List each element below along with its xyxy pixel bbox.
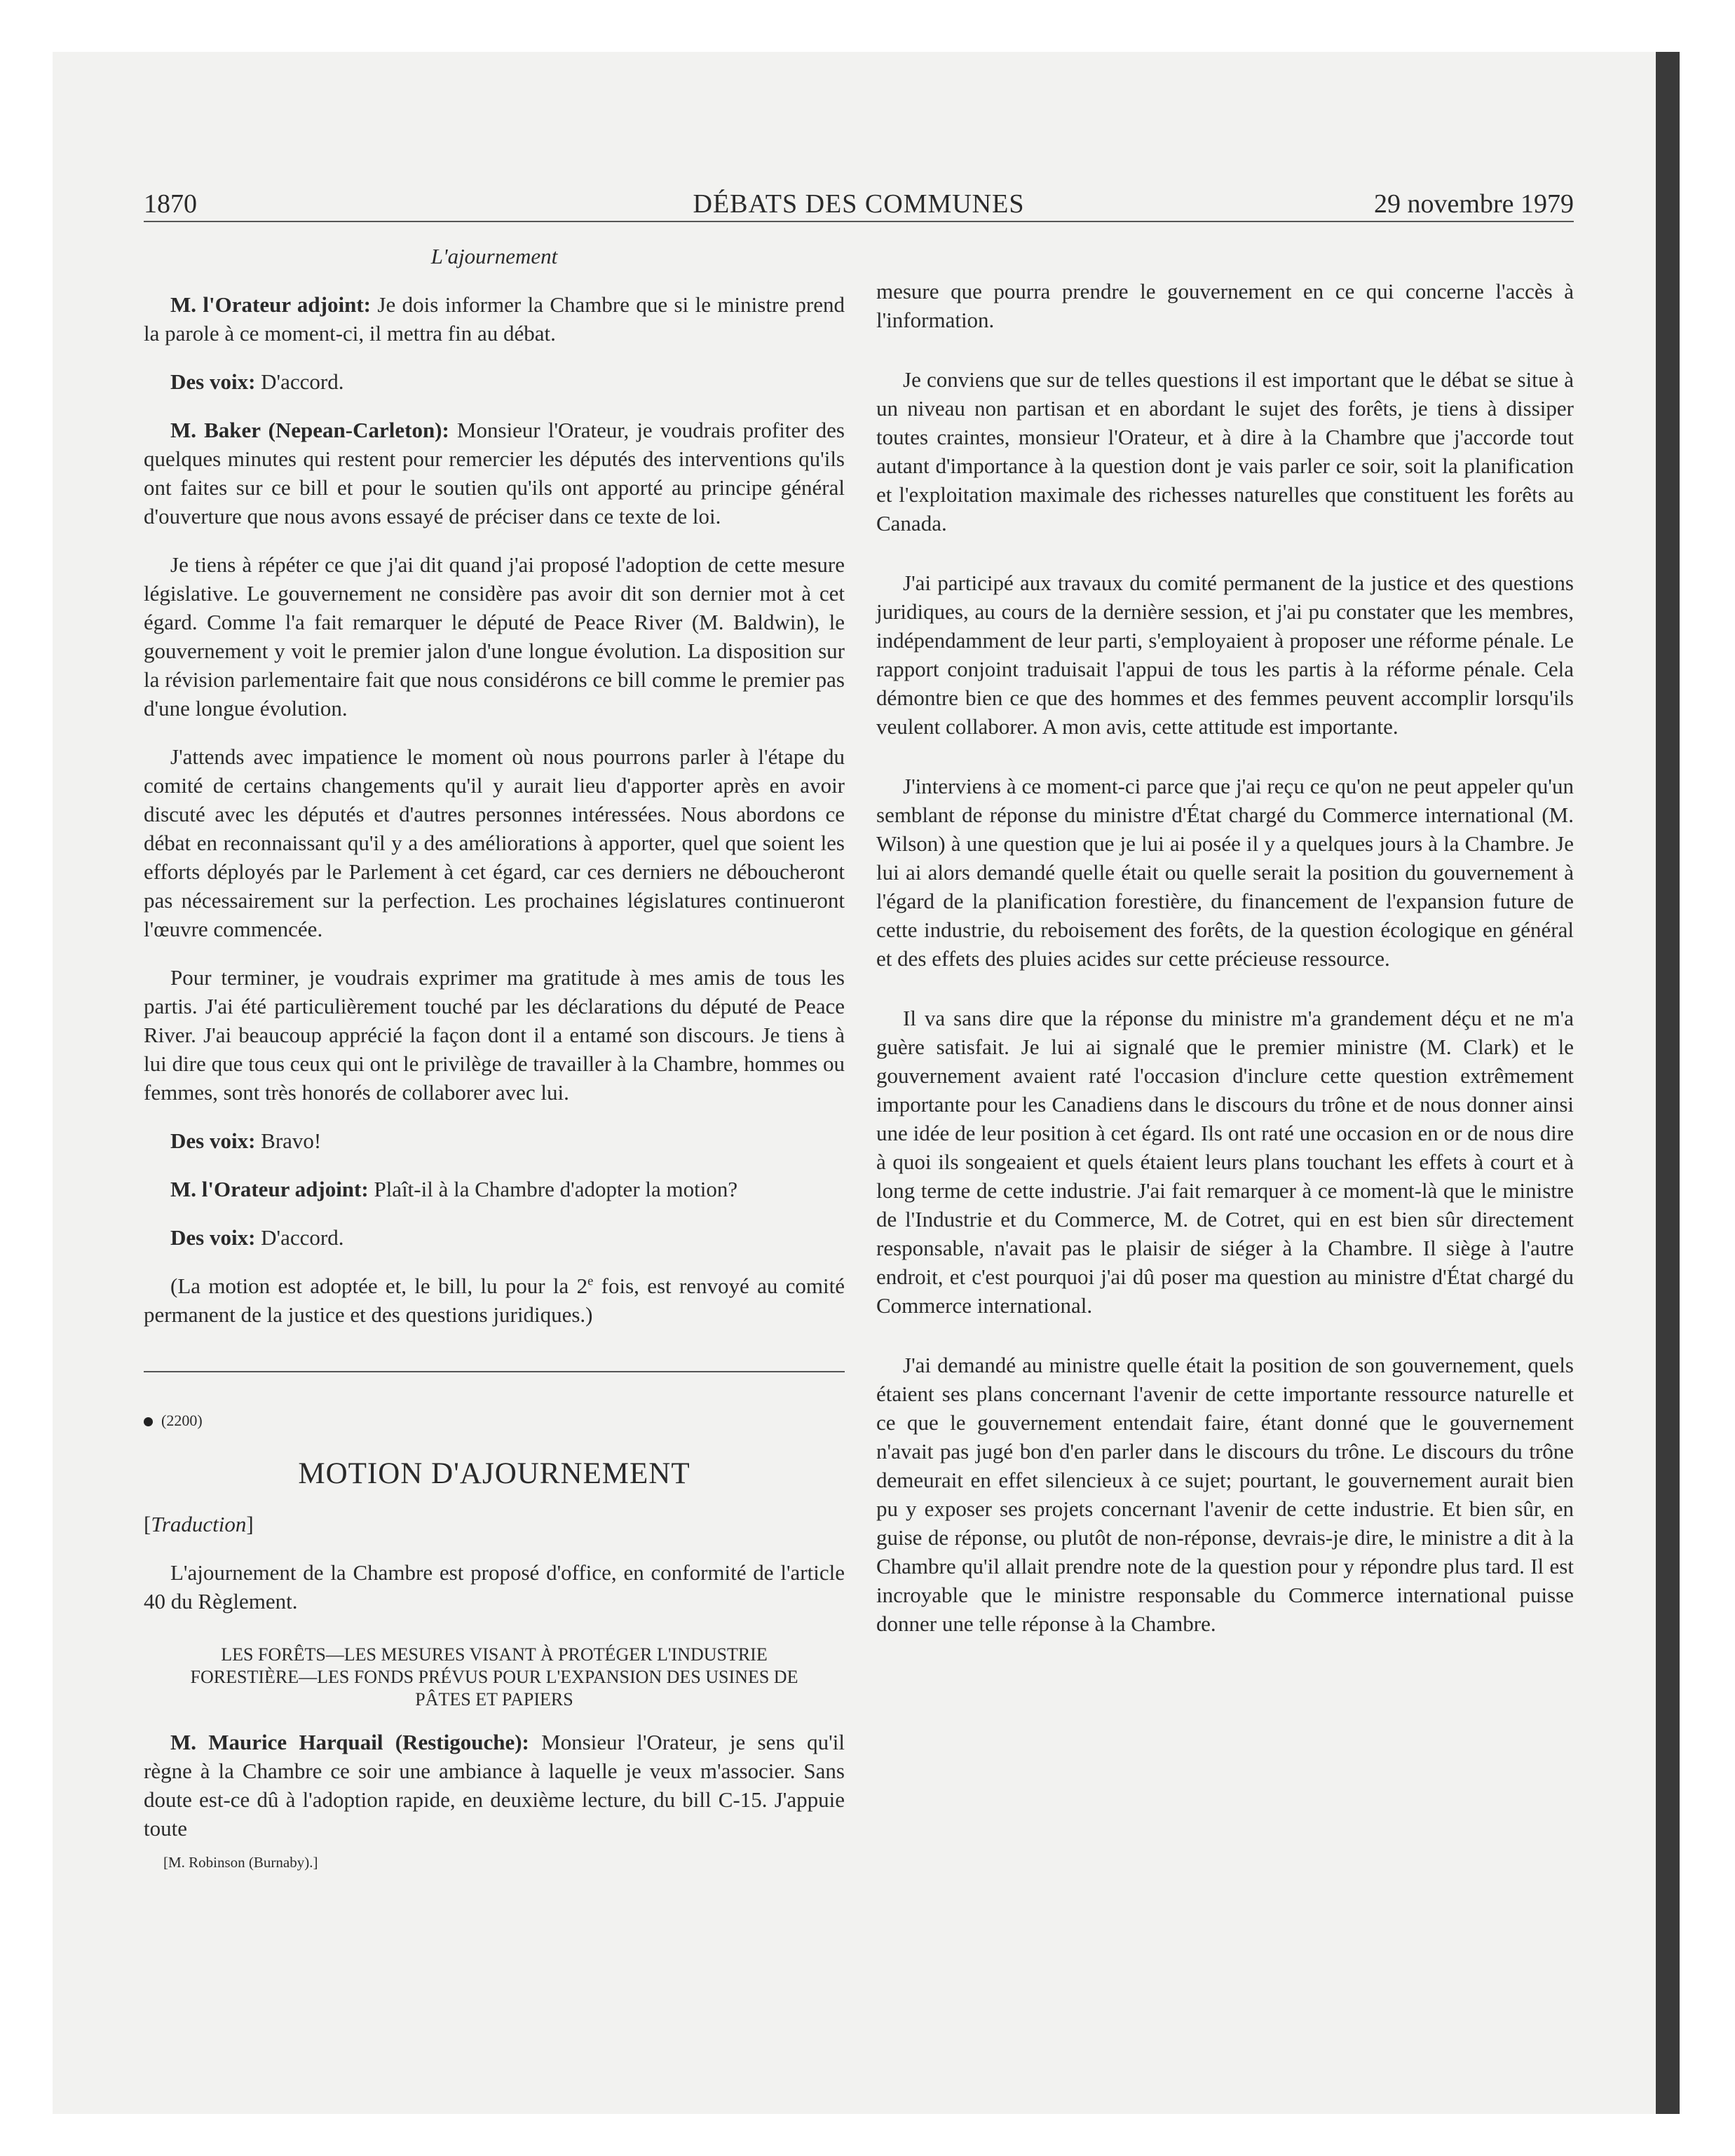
- speech-text: D'accord.: [255, 369, 344, 394]
- paragraph: J'attends avec impatience le moment où nous pourrons parler à l'étape du comité de certains changements qu'il y aurait lieu d'apporter après en avoir discuté avec les députés et d'autres personnes intéressées. Nous abordons ce débat en reconnaissant qu'il y a des améliorations à apporter, quel que soient les efforts déployés par le Parlement à cet égard, car ces derniers ne déboucheront pas nécessairement sur la perfection. Les prochaines législatures continueront l'œuvre commencée.: [144, 744, 845, 941]
- speaker-name: Des voix:: [170, 369, 256, 394]
- publication-title: DÉBATS DES COMMUNES: [693, 189, 1025, 219]
- paragraph: L'ajournement de la Chambre est proposé d'office, en conformité de l'article 40 du Règlement.: [144, 1560, 845, 1613]
- speech-text: Je dois informer la Chambre que si le ministre prend la parole à ce moment-ci, il mettra fin au débat.: [144, 292, 845, 346]
- translation-label: Traduction: [151, 1512, 247, 1536]
- speaker-name: M. Maurice Harquail (Restigouche):: [170, 1730, 529, 1754]
- speaker-name: M. l'Orateur adjoint:: [170, 292, 372, 317]
- paragraph: J'interviens à ce moment-ci parce que j'ai reçu ce qu'on ne peut appeler qu'un semblant de réponse du ministre d'État chargé du Commerce international (M. Wilson) à une question que je lui ai posée il y a quelques jours à la Chambre. Je lui ai alors demandé quelle était ou quelle serait la position du gouvernement à l'égard de la planification forestière, du financement de l'expansion future de cette industrie, du reboisement des forêts, de la question écologique en général et des effets des pluies acides sur cette précieuse ressource.: [876, 774, 1574, 971]
- paragraph: [144, 1175, 845, 1203]
- topic-heading: LES FORÊTS—LES MESURES VISANT À PROTÉGER L'INDUSTRIE FORESTIÈRE—LES FONDS PRÉVUS POUR L'EXPANSION DES USINES DE PÂTES ET PAPIERS: [190, 1644, 798, 1710]
- motion-title: MOTION D'AJOURNEMENT: [298, 1457, 690, 1490]
- paragraph: [144, 1271, 845, 1329]
- motion-result-text-end: fois, est renvoyé au comité permanent de la justice et des questions juridiques.): [144, 1274, 845, 1327]
- paragraph: Pour terminer, je voudrais exprimer ma gratitude à mes amis de tous les partis. J'ai été particulièrement touché par les déclarations du député de Peace River. J'ai beaucoup apprécié la façon dont il a entamé son discours. Je tiens à lui dire que tous ceux qui ont le privilège de travailler à la Chambre, hommes ou femmes, sont très honorés de collaborer avec lui.: [144, 965, 845, 1105]
- paragraph: [144, 290, 845, 348]
- speech-text: D'accord.: [255, 1225, 344, 1250]
- speaker-name: M. Baker (Nepean-Carleton):: [170, 418, 449, 442]
- translation-note: [Traduction]: [144, 1512, 254, 1536]
- section-title: L'ajournement: [430, 244, 558, 268]
- motion-result-text: (La motion est adoptée et, le bill, lu pour la 2: [170, 1274, 588, 1298]
- paragraph: [144, 367, 845, 396]
- scan-edge: [1656, 52, 1680, 2114]
- page-number: 1870: [144, 189, 197, 219]
- paragraph: [144, 1223, 845, 1252]
- paragraph: [144, 1126, 845, 1155]
- paragraph: J'ai demandé au ministre quelle était la position de son gouvernement, quels étaient ses plans concernant l'avenir de cette importante ressource naturelle et ce que le gouvernement entendait faire, étant donné que le gouvernement n'avait pas jugé bon d'en parler dans le discours du trône. Le discours du trône demeurait en effet silencieux à ce sujet; pourtant, le gouvernement aurait bien pu y exposer ses projets concernant l'avenir de cette industrie. Et bien sûr, en guise de réponse, ou plutôt de non-réponse, devrais-je dire, le ministre a dit à la Chambre qu'il allait prendre note de la question pour y répondre plus tard. Il est incroyable que le ministre responsable du Commerce international puisse donner une telle réponse à la Chambre.: [876, 1353, 1574, 1636]
- paragraph: mesure que pourra prendre le gouvernement en ce qui concerne l'accès à l'information.: [876, 279, 1574, 332]
- bullet-dot-icon: [144, 1417, 153, 1426]
- paragraph: Il va sans dire que la réponse du ministre m'a grandement déçu et ne m'a guère satisfait. Je lui ai signalé que le premier ministre (M. Clark) et le gouvernement avaient raté l'occasion d'inclure cette question extrêmement importante pour les Canadiens dans le discours du trône et de nous donner ainsi une idée de leur position à cet égard. Ils ont raté une occasion en or de nous dire à quoi ils songeaient et quels étaient leurs plans touchant les effets à court et à long terme de cette industrie. J'ai fait remarquer à ce moment-là que le ministre de l'Industrie et du Commerce, M. de Cotret, qui en est bien sûr directement responsable, n'avait pas le plaisir de siéger à la Chambre. Il siège à l'autre endroit, et c'est pourquoi j'ai dû poser ma question au ministre d'État chargé du Commerce international.: [876, 1006, 1574, 1318]
- ordinal-superscript: e: [587, 1274, 594, 1289]
- speech-text: Plaît-il à la Chambre d'adopter la motion?: [368, 1177, 738, 1201]
- paragraph: [144, 1728, 845, 1843]
- left-column: [144, 242, 845, 1872]
- time-marker: [144, 1410, 845, 1431]
- speech-text: Monsieur l'Orateur, je voudrais profiter des quelques minutes qui restent pour remercier les députés des interventions qu'ils ont faites sur ce bill et pour le soutien qu'ils ont apporté au principe général d'ouverture que nous avons essayé de préciser dans ce texte de loi.: [144, 418, 845, 528]
- speaker-name: Des voix:: [170, 1225, 256, 1250]
- paragraph: J'ai participé aux travaux du comité permanent de la justice et des questions juridiques, au cours de la dernière session, et j'ai pu constater que les membres, indépendamment de leur parti, s'employaient à proposer une réforme pénale. Le rapport conjoint traduisait l'appui de tous les partis à la réforme pénale. Cela démontre bien ce que des hommes et des femmes peuvent accomplir lorsqu'ils veulent collaborer. A mon avis, cette attitude est importante.: [876, 571, 1574, 739]
- section-separator: [144, 1371, 845, 1372]
- paragraph: Je conviens que sur de telles questions il est important que le débat se situe à un niveau non partisan et en abordant le sujet des forêts, je tiens à dissiper toutes craintes, monsieur l'Orateur, et à dire à la Chambre que j'accorde tout autant d'importance à la question dont je vais parler ce soir, soit la planification et l'exploitation maximale des richesses naturelles que constituent les forêts au Canada.: [876, 367, 1574, 535]
- speaker-name: Des voix:: [170, 1128, 256, 1153]
- speaker-name: M. l'Orateur adjoint:: [170, 1177, 369, 1201]
- paragraph: [144, 416, 845, 531]
- right-column: [876, 277, 1574, 1669]
- speech-text: Bravo!: [255, 1128, 322, 1153]
- speech-text: Monsieur l'Orateur, je sens qu'il règne à la Chambre ce soir une ambiance à laquelle je veux m'associer. Sans doute est-ce dû à l'adoption rapide, en deuxième lecture, du bill C-15. J'appuie toute: [144, 1730, 845, 1841]
- running-header: [144, 186, 1574, 221]
- page-date: 29 novembre 1979: [1374, 189, 1574, 219]
- footer-note: [M. Robinson (Burnaby).]: [163, 1854, 318, 1871]
- time-value: (2200): [161, 1412, 203, 1429]
- header-rule: [144, 221, 1574, 222]
- paragraph: Je tiens à répéter ce que j'ai dit quand j'ai proposé l'adoption de cette mesure législative. Le gouvernement ne considère pas avoir dit son dernier mot à cet égard. Comme l'a fait remarquer le député de Peace River (M. Baldwin), le gouvernement y voit le premier jalon d'une longue évolution. La disposition sur la révision parlementaire fait que nous considérons ce bill comme le premier pas d'une longue évolution.: [144, 552, 845, 721]
